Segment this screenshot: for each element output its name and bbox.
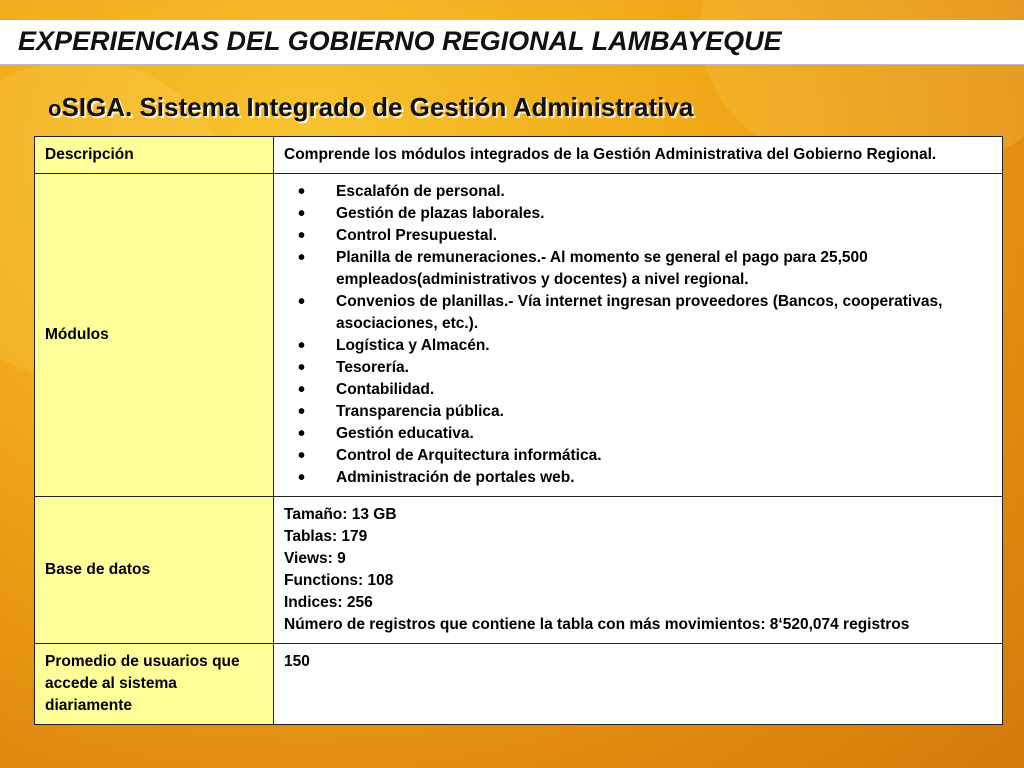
bullet-ring-icon: o	[48, 96, 62, 121]
modules-list	[284, 181, 992, 489]
list-item: • Gestión educativa.	[336, 423, 992, 445]
row-label-descripcion: Descripción	[35, 137, 274, 174]
row-value-base-datos	[274, 497, 1003, 644]
list-item: • Transparencia pública.	[336, 401, 992, 423]
row-label-base-datos: Base de datos	[35, 497, 274, 644]
row-value-descripcion: Comprende los módulos integrados de la Gestión Administrativa del Gobierno Regional.	[274, 137, 1003, 174]
slide-title: EXPERIENCIAS DEL GOBIERNO REGIONAL LAMBAYEQUE	[18, 26, 782, 56]
table-row	[35, 497, 1003, 644]
list-item: • Control de Arquitectura informática.	[336, 445, 992, 467]
row-label-modulos: Módulos	[35, 174, 274, 497]
siga-info-table	[34, 136, 1003, 725]
db-stat-line: Número de registros que contiene la tabla con más movimientos: 8‘520,074 registros	[284, 616, 910, 633]
list-item: • Escalafón de personal.	[336, 181, 992, 203]
list-item: • Administración de portales web.	[336, 467, 992, 489]
db-stat-line: Tablas: 179	[284, 528, 368, 545]
db-stat-line: Views: 9	[284, 550, 346, 567]
row-value-modulos	[274, 174, 1003, 497]
list-item: • Gestión de plazas laborales.	[336, 203, 992, 225]
table-row	[35, 174, 1003, 497]
list-item: • Tesorería.	[336, 357, 992, 379]
list-item: • Control Presupuestal.	[336, 225, 992, 247]
table-row	[35, 644, 1003, 725]
row-value-promedio: 150	[274, 644, 1003, 725]
slide-subtitle	[48, 92, 693, 123]
subtitle-text: SIGA. Sistema Integrado de Gestión Administrativa	[61, 92, 694, 122]
table-row	[35, 137, 1003, 174]
row-label-promedio: Promedio de usuarios que accede al sistema diariamente	[35, 644, 274, 725]
list-item: • Convenios de planillas.- Vía internet ingresan proveedores (Bancos, cooperativas, asociaciones, etc.).	[336, 291, 992, 335]
list-item: • Planilla de remuneraciones.- Al momento se general el pago para 25,500 empleados(administrativos y docentes) a nivel regional.	[336, 247, 992, 291]
title-bar	[0, 20, 1024, 65]
db-stat-line: Tamaño: 13 GB	[284, 506, 397, 523]
list-item: • Logística y Almacén.	[336, 335, 992, 357]
db-stat-line: Indices: 256	[284, 594, 373, 611]
db-stat-line: Functions: 108	[284, 572, 394, 589]
list-item: • Contabilidad.	[336, 379, 992, 401]
